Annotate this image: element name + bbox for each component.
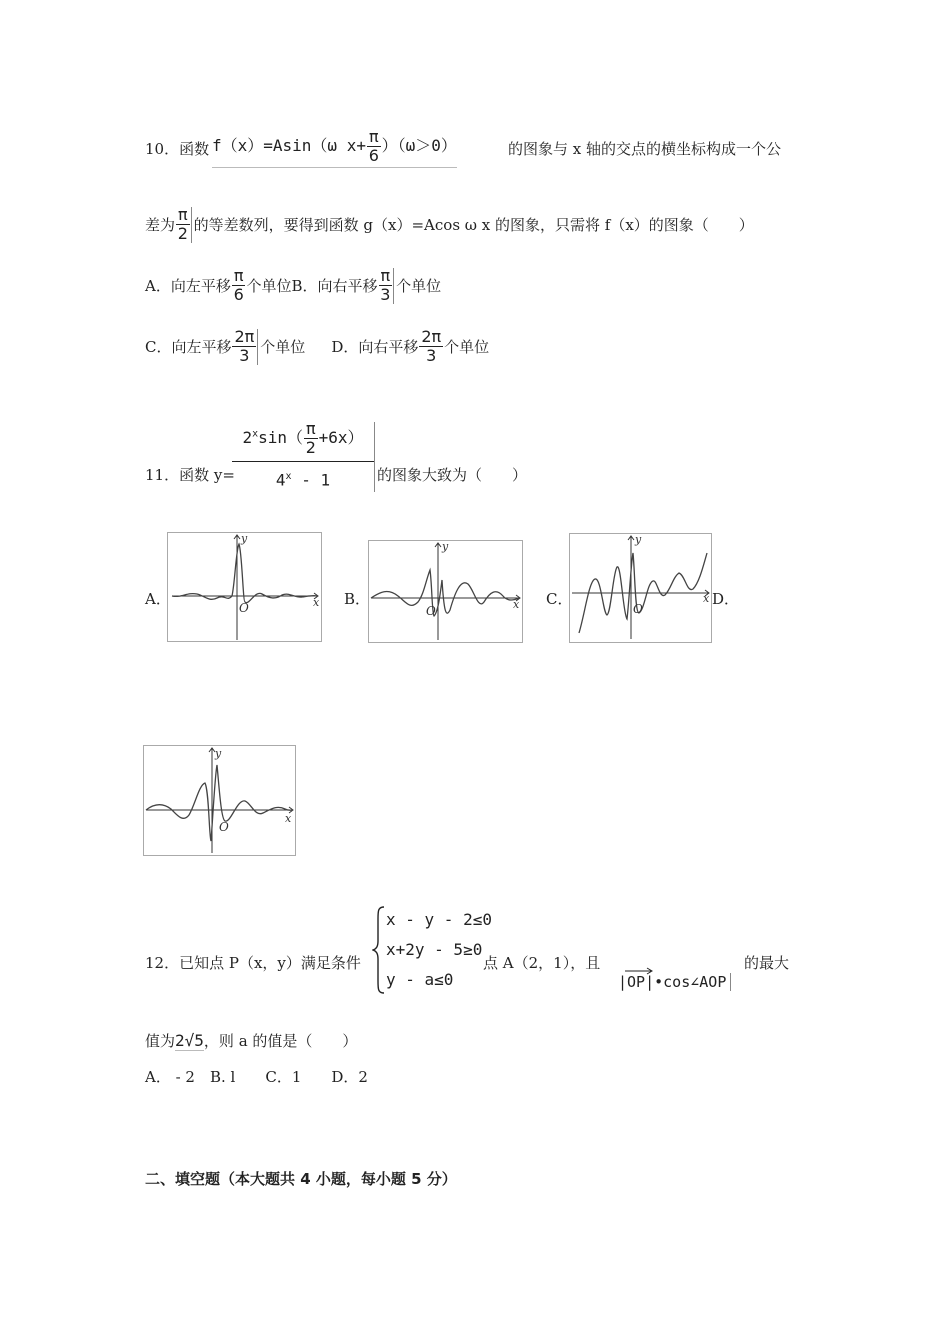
q12-brace	[372, 905, 386, 995]
graph-B-x-label: x	[513, 598, 520, 611]
q12-expr-text: |OP|•cos∠AOP	[618, 973, 727, 991]
q11-label-D: D．	[712, 590, 740, 608]
q10-formula	[212, 128, 457, 168]
q10-tail: 的图象与 x 轴的交点的横坐标构成一个公	[508, 140, 781, 158]
q10-line2-tail: 的等差数列，要得到函数 g（x）=Acos ω x 的图象，只需将 f（x）的图象（ ）	[193, 216, 754, 234]
q10-options-ab	[145, 267, 441, 304]
graph-C-x-label: x	[703, 592, 710, 605]
q10-optC-frac: $\frac{2\pi}{3}$	[234, 327, 255, 365]
q10-optB-frac: $\frac{\pi}{3}$	[380, 266, 391, 304]
graph-A-frame	[168, 533, 322, 642]
q12-options: A． - 2 B. l C．1 D．2	[145, 1068, 368, 1086]
graph-A-y-label: y	[241, 532, 248, 545]
q10-number: 10．	[145, 140, 180, 158]
q11-fraction	[232, 420, 374, 491]
q11-tail: 的图象大致为（ ）	[377, 466, 528, 484]
section-title: 二、填空题（本大题共 4 小题，每小题 5 分）	[145, 1170, 457, 1188]
q10-optD-suffix: 个单位	[444, 338, 490, 356]
q12-value: 2√5	[175, 1031, 204, 1050]
q12-system	[372, 905, 500, 995]
q10-optA-frac: $\frac{\pi}{6}$	[233, 266, 244, 304]
q10-lead: 函数	[179, 140, 210, 158]
q12-tail: 的最大	[744, 954, 790, 972]
q11-lead-line	[145, 464, 235, 485]
q12-number: 12．	[145, 954, 180, 972]
q12-line2	[145, 1030, 357, 1051]
graph-D-frame	[144, 746, 296, 856]
q11-label-C: C．	[546, 590, 573, 608]
q12-cond3: y - a≤0	[386, 970, 454, 989]
q10-line1	[145, 138, 209, 159]
q10-options-cd	[145, 328, 489, 365]
q12-mid: 点 A（2，1），且	[483, 954, 601, 972]
q12-line2-lead: 值为	[145, 1032, 176, 1050]
graph-C-origin: O	[633, 602, 643, 616]
q11-divider	[374, 422, 375, 492]
q12-cond1: x - y - 2≤0	[386, 910, 492, 929]
graph-A-x-label: x	[313, 596, 320, 609]
q11-label-B: B．	[344, 590, 371, 608]
q12-cond2: x+2y - 5≥0	[386, 940, 483, 959]
q11-numerator: 2$^x$sin（ $\frac{\pi}{2}$ +6x）	[232, 420, 374, 462]
q10-pi-over-6: $\frac{\pi}{6}$	[368, 127, 379, 165]
q10-line2-lead: 差为	[145, 216, 176, 234]
q12-line2-tail: ，则 a 的值是（ ）	[203, 1032, 358, 1050]
graph-D-origin: O	[219, 820, 229, 834]
q12-lead-line	[145, 952, 361, 973]
q10-formula-lhs: f（x）=Asin（ω x+	[212, 136, 366, 155]
q12-expr	[618, 973, 731, 991]
q11-graph-D	[143, 745, 296, 856]
q11-graph-A	[167, 532, 322, 642]
q10-optD-prefix: D．向右平移	[331, 338, 419, 356]
graph-A-origin: O	[239, 601, 249, 615]
q12-vector-arrow	[625, 967, 655, 975]
q10-optA-suffix: 个单位	[246, 277, 292, 295]
q10-formula-rhs: ）（ω＞0）	[381, 136, 457, 155]
graph-B-origin: O	[426, 604, 436, 618]
graph-B-y-label: y	[442, 540, 449, 553]
q10-optC-prefix: C．向左平移	[145, 338, 232, 356]
q10-optA-prefix: A．向左平移	[145, 277, 231, 295]
q11-graph-C	[569, 533, 712, 643]
graph-D-y-label: y	[215, 747, 222, 760]
q10-line2	[145, 206, 754, 243]
graph-D-x-label: x	[285, 812, 292, 825]
graph-B-curve	[371, 570, 520, 616]
q11-label-A: A．	[145, 590, 171, 608]
q10-optC-suffix: 个单位	[260, 338, 306, 356]
q11-number: 11．	[145, 466, 180, 484]
q11-lead: 函数 y=	[179, 466, 235, 484]
q11-graph-B	[368, 540, 523, 643]
q10-optD-frac: $\frac{2\pi}{3}$	[421, 327, 442, 365]
q12-lead: 已知点 P（x，y）满足条件	[179, 954, 361, 972]
q10-pi-over-2: $\frac{\pi}{2}$	[177, 205, 188, 243]
graph-A-curve	[172, 544, 317, 603]
graph-B-frame	[369, 541, 523, 643]
q10-optB-suffix: 个单位	[396, 277, 442, 295]
graph-C-y-label: y	[635, 533, 642, 546]
q11-denominator: 4$^x$ - 1	[275, 470, 331, 490]
q10-optB-prefix: B．向右平移	[291, 277, 378, 295]
